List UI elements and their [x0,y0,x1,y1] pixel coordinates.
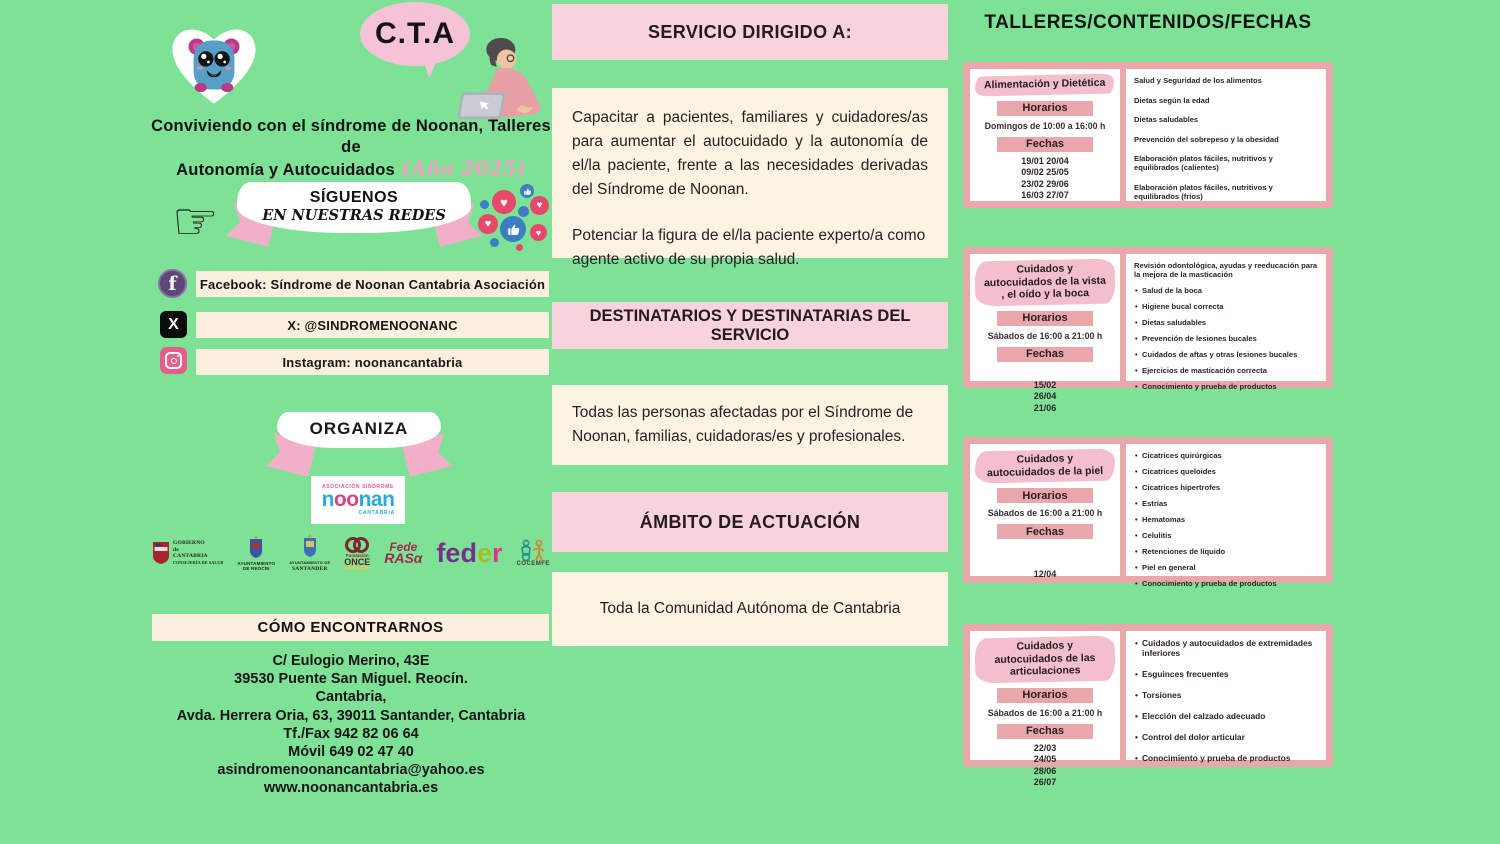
destinatarios-body [552,385,948,465]
email-line[interactable]: asindromenoonancantabria@yahoo.es [217,762,485,779]
x-glyph: X [168,315,179,333]
person-at-laptop-illustration [440,34,548,126]
sponsor-label: AYUNTAMIENTO DE REOCÍN [237,560,276,571]
content-item: • Piel en general [1134,563,1318,572]
content-item: • Higiene bucal correcta [1134,302,1318,311]
workshop-contents-panel [1126,69,1326,201]
content-item: • Estrías [1134,499,1318,508]
sponsor-feder [436,537,503,568]
once-wordmark: ONCE [344,557,371,567]
instagram-lens [171,358,177,364]
workshop-title: Alimentación y Dietética [975,74,1115,96]
fechas-bar: Fechas [997,137,1093,152]
organiza-label: ORGANIZA [309,419,409,438]
mascot-heart-icon [163,16,265,110]
heart-icon: ♥ [492,190,516,214]
facebook-label: Facebook: Síndrome de Noonan Cantabria Asociación [199,276,546,292]
sponsor-label: GOBIERNO de CANTABRIA CONSEJERÍA DE SALUD [173,540,224,565]
sponsor-federas [384,542,422,564]
workshop-title: Cuidados y autocuidados de la vista , el oído y la boca [975,259,1116,306]
workshop-card-articulaciones [963,624,1333,787]
instagram-label: Instagram: noonancantabria [282,354,463,370]
noonan-association-logo [311,476,405,524]
pointing-hand-icon: ☞ [172,193,219,251]
cta-label: C.T.A [375,17,455,50]
content-item: • Torsiones [1134,690,1318,700]
address-line: Cantabria, [315,689,387,706]
sponsor-ayuntamiento-reocin [237,535,275,572]
workshop-schedule-panel [970,254,1120,413]
sponsor-fundacion-once [344,537,370,569]
content-item: • Conocimiento y prueba de productos [1134,753,1318,763]
address-line: 39530 Puente San Miguel. Reocín. [234,671,468,688]
content-item: • Conocimiento y prueba de productos [1134,579,1318,588]
cocemfe-label: COCEMFE [516,561,550,567]
phone-line: Tf./Fax 942 82 06 64 [283,725,419,742]
content-item: • Cicatrices queloides [1134,467,1318,476]
feder-wordmark: feder [436,537,503,568]
organiza-banner [277,412,441,474]
destinatarios-paragraph: Todas las personas afectadas por el Síndrome de Noonan, familias, cuidadoras/es y profesionales. [572,404,914,445]
x-row[interactable] [196,312,549,338]
facebook-icon[interactable] [158,269,187,298]
instagram-icon[interactable] [160,347,187,374]
servicio-paragraph-1: Capacitar a pacientes, familiares y cuidadores/as para aumentar el autocuidado y la autonomía de el/la paciente, frente a las necesidades derivadas del Síndrome de Noonan. [572,109,928,198]
workshop-card-alimentacion [963,62,1333,208]
content-item: • Cuidados de aftas y otras lesiones bucales [1134,350,1318,359]
cocemfe-figures-icon [518,539,548,561]
facebook-row[interactable] [196,271,549,297]
sponsor-label: AYUNTAMIENTO DE SANTANDER [289,560,331,572]
thumb-icon [500,216,526,242]
content-item: • Hematomas [1134,515,1318,524]
como-encontrarnos-label: CÓMO ENCONTRARNOS [257,619,444,636]
workshop-schedule-panel [970,69,1120,201]
workshop-contents-panel [1126,631,1326,763]
instagram-row[interactable] [196,349,549,375]
santander-crest-icon [302,534,318,560]
poster-title [150,116,552,181]
horarios-bar: Horarios [997,488,1093,503]
federas-line1: Fede [389,540,418,554]
social-likes-cluster [478,184,550,254]
noonan-logo-top-text: ASOCIACIÓN SÍNDROME [322,484,394,490]
instagram-frame [165,352,182,369]
content-item: • Conocimiento y prueba de productos [1134,382,1318,391]
once-circles-icon [344,537,370,553]
content-item: • Cuidados y autocuidados de extremidades inferiores [1134,638,1318,658]
content-item: • Elección del calzado adecuado [1134,711,1318,721]
workshop-schedule-panel [970,444,1120,579]
x-label: X: @SINDROMENOONANC [287,317,458,333]
content-item: • Salud de la boca [1134,286,1318,295]
ambito-header [552,492,948,552]
servicio-dirigido-header [552,4,948,60]
workshop-title: Cuidados y autocuidados de la piel [975,449,1116,484]
workshop-contents-list [1134,638,1318,763]
address-line: C/ Eulogio Merino, 43E [272,653,430,669]
federas-line2: RASα [384,550,423,566]
organiza-band [277,412,441,448]
fechas-bar: Fechas [997,347,1093,362]
content-item: Prevención del sobrepeso y la obesidad [1134,134,1279,144]
once-fundacion-text: Fundación [345,553,369,558]
address-line: Avda. Herrera Oria, 63, 39011 Santander, Cantabria [176,707,526,724]
workshop-dates: 19/01 20/04 09/02 25/05 23/02 29/06 16/03 27/07 [1021,155,1069,200]
workshop-dates: 12/04 [1033,569,1057,579]
title-line-2: Autonomía y Autocuidados [176,161,395,179]
workshop-schedule-panel [970,631,1120,787]
workshop-schedule: Sábados de 16:00 a 21:00 h [987,508,1103,518]
facebook-glyph: f [168,272,177,295]
heart-icon: ♥ [530,224,547,241]
like-dot-icon [518,206,529,217]
talleres-header-label: TALLERES/CONTENIDOS/FECHAS [984,12,1312,33]
workshop-contents-list [1134,451,1318,588]
x-twitter-icon[interactable] [160,311,187,338]
workshop-contents-panel [1126,444,1326,588]
workshop-schedule: Sábados de 16:00 a 21:00 h [987,330,1103,341]
workshop-dates: 15/02 26/04 21/06 [1033,379,1057,413]
workshop-contents-list [1134,261,1318,391]
content-item: Elaboración platos fáciles, nutritivos y equilibrados (calientes) [1134,154,1273,172]
sponsor-ayuntamiento-santander [289,534,330,572]
thumb-icon [520,184,534,198]
como-encontrarnos-header [152,614,549,641]
siguenos-line1: SÍGUENOS [309,189,399,206]
servicio-dirigido-label: SERVICIO DIRIGIDO A: [647,21,853,42]
horarios-bar: Horarios [997,688,1093,703]
content-item: • Control del dolor articular [1134,732,1318,742]
ambito-body [552,572,948,646]
mobile-line: Móvil 649 02 47 40 [288,744,414,761]
content-item: • Prevención de lesiones bucales [1134,334,1318,343]
workshop-card-vista-oido-boca [963,247,1333,413]
person-at-laptop-icon [440,34,548,126]
content-item: Dietas saludables [1134,115,1199,124]
instagram-flash [177,355,179,357]
horarios-bar: Horarios [997,101,1093,116]
like-dot-icon [480,200,489,209]
siguenos-band [237,182,471,233]
content-item: Elaboración platos fáciles, nutritivos y equilibrados (fríos) [1134,182,1273,201]
servicio-paragraph-2: Potenciar la figura de el/la paciente experto/a como agente activo de su propia salud. [572,227,926,268]
siguenos-line2: EN NUESTRAS REDES [262,207,446,224]
destinatarios-header [552,302,948,349]
contact-address-block [154,652,548,798]
ambito-paragraph: Toda la Comunidad Autónoma de Cantabria [599,600,901,617]
content-item: Revisión odontológica, ayudas y reeducación para la mejora de la masticación [1134,261,1318,279]
fechas-bar: Fechas [997,724,1093,739]
like-dot-icon [490,238,499,247]
content-item: • Retenciones de líquido [1134,547,1318,556]
heart-icon: ♥ [530,196,549,215]
workshop-title: Cuidados y autocuidados de las articulaciones [975,636,1116,683]
noonan-logo-bottom-text: CANTABRIA [358,510,395,516]
ambito-label: ÁMBITO DE ACTUACIÓN [639,511,861,532]
title-year: (Año 2025) [400,156,526,180]
title-line-1: Conviviendo con el síndrome de Noonan, Talleres de [151,117,551,156]
content-item: Dietas según la edad [1134,95,1210,105]
content-item: Salud y Seguridad de los alimentos [1134,76,1262,85]
website-line[interactable]: www.noonancantabria.es [263,780,439,797]
workshop-card-piel [963,437,1333,588]
content-item: • Dietas saludables [1134,318,1318,327]
cantabria-shield-icon [152,541,170,565]
servicio-dirigido-body [552,88,948,268]
content-item: • Cicatrices hipertrofes [1134,483,1318,492]
workshop-schedule: Domingos de 10:00 a 16:00 h [984,120,1106,131]
content-item: • Esguinces frecuentes [1134,669,1318,679]
workshop-contents-list [1134,76,1318,201]
destinatarios-label: DESTINATARIOS Y DESTINATARIAS DEL SERVICIO [589,306,911,344]
workshop-contents-panel [1126,254,1326,391]
heart-dot-icon [516,244,523,251]
heart-icon: ♥ [478,214,498,234]
horarios-bar: Horarios [997,311,1093,326]
sponsor-cocemfe [516,539,550,567]
sponsor-logos-row [152,526,550,580]
sponsor-gobierno-cantabria [152,540,223,566]
mascot-heart-logo [163,16,265,110]
content-item: • Ejercicios de masticación correcta [1134,366,1318,375]
content-item: • Celulitis [1134,531,1318,540]
siguenos-banner [237,182,471,254]
reocin-crest-icon [248,535,264,561]
talleres-header [963,12,1333,34]
content-item: • Cicatrices quirúrgicas [1134,451,1318,460]
noonan-logo-wordmark: noonan [321,488,395,511]
workshop-dates: 22/03 24/05 28/06 26/07 [1033,742,1057,787]
fechas-bar: Fechas [997,524,1093,539]
workshop-schedule: Sábados de 16:00 a 21:00 h [987,707,1103,718]
